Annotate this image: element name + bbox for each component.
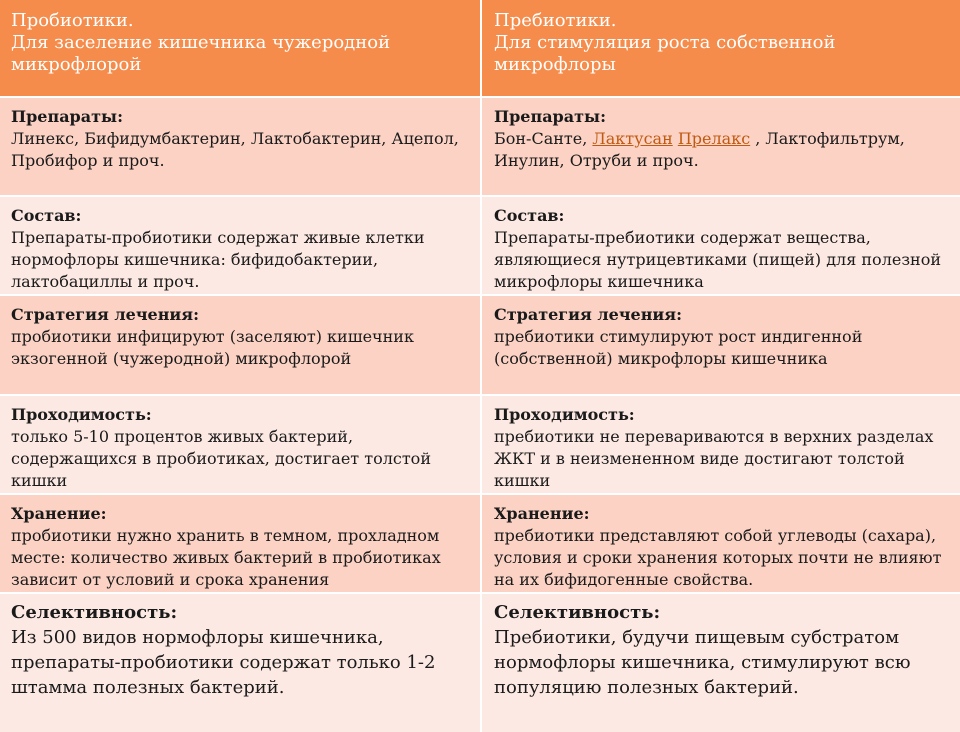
row-label: Стратегия лечения: — [494, 305, 683, 324]
header-prebiotics-title: Пребиотики. — [494, 10, 617, 31]
row-label: Проходимость: — [11, 405, 152, 424]
row-label: Состав: — [494, 206, 565, 225]
row-label: Селективность: — [494, 602, 661, 623]
row-label: Проходимость: — [494, 405, 635, 424]
row-text: пребиотики представляют собой углеводы (сахара), условия и сроки хранения которых почти не влияют на их бифидогенные свойства. — [494, 526, 942, 589]
row-label: Хранение: — [494, 504, 590, 523]
cell-storage-probiotics — [0, 495, 480, 592]
cell-composition-prebiotics — [482, 197, 960, 294]
header-prebiotics — [482, 0, 960, 96]
link-laktusan[interactable]: Лактусан — [592, 129, 673, 148]
cell-storage-prebiotics — [482, 495, 960, 592]
row-text: только 5-10 процентов живых бактерий, содержащихся в пробиотиках, достигает толстой кишки — [11, 427, 431, 490]
header-probiotics — [0, 0, 480, 96]
row-text: Пребиотики, будучи пищевым субстратом нормофлоры кишечника, стимулируют всю популяцию полезных бактерий. — [494, 627, 911, 698]
row-text: пребиотики не перевариваются в верхних разделах ЖКТ и в неизмененном виде достигают толстой кишки — [494, 427, 934, 490]
row-text: Линекс, Бифидумбактерин, Лактобактерин, Ацепол, Пробифор и проч. — [11, 129, 459, 170]
row-text: пробиотики инфицируют (заселяют) кишечник экзогенной (чужеродной) микрофлорой — [11, 327, 414, 368]
row-text: пробиотики нужно хранить в темном, прохладном месте: количество живых бактерий в пробиотиках зависит от условий и срока хранения — [11, 526, 441, 589]
cell-passability-prebiotics — [482, 396, 960, 493]
cell-preparations-probiotics — [0, 98, 480, 195]
header-prebiotics-subtitle: Для стимуляция роста собственной микрофлоры — [494, 32, 836, 75]
cell-preparations-prebiotics — [482, 98, 960, 195]
cell-selectivity-probiotics — [0, 594, 480, 732]
row-text: Препараты-пребиотики содержат вещества, являющиеся нутрицевтиками (пищей) для полезной микрофлоры кишечника — [494, 228, 942, 291]
row-label: Хранение: — [11, 504, 107, 523]
row-text-prefix: Бон-Санте, — [494, 129, 593, 148]
row-label: Стратегия лечения: — [11, 305, 200, 324]
row-text: Из 500 видов нормофлоры кишечника, препараты-пробиотики содержат только 1-2 штамма полезных бактерий. — [11, 627, 436, 698]
header-probiotics-subtitle: Для заселение кишечника чужеродной микрофлорой — [11, 32, 391, 75]
cell-strategy-prebiotics — [482, 296, 960, 394]
row-label: Препараты: — [11, 107, 123, 126]
cell-composition-probiotics — [0, 197, 480, 294]
row-text-suffix: , Лактофильтрум, Инулин, Отруби и проч. — [494, 129, 905, 170]
row-text: пребиотики стимулируют рост индигенной (собственной) микрофлоры кишечника — [494, 327, 863, 368]
row-text: Препараты-пробиотики содержат живые клетки нормофлоры кишечника: бифидобактерии, лактобациллы и проч. — [11, 228, 425, 291]
link-prelaks[interactable]: Прелакс — [677, 129, 751, 148]
row-label: Состав: — [11, 206, 82, 225]
cell-selectivity-prebiotics — [482, 594, 960, 732]
row-label: Препараты: — [494, 107, 606, 126]
cell-strategy-probiotics — [0, 296, 480, 394]
row-label: Селективность: — [11, 602, 178, 623]
cell-passability-probiotics — [0, 396, 480, 493]
header-probiotics-title: Пробиотики. — [11, 10, 134, 31]
